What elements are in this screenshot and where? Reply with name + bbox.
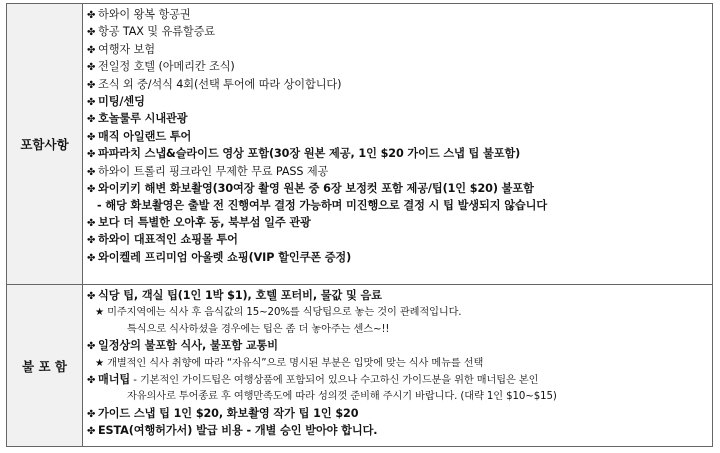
bullet-icon: ✤ <box>87 166 96 178</box>
bullet-icon: ✤ <box>87 44 96 56</box>
included-row <box>7 4 713 285</box>
bullet-icon: ✤ <box>87 375 96 387</box>
included-list <box>83 4 713 285</box>
bullet-icon: ✤ <box>87 341 96 353</box>
bullet-icon: ✤ <box>87 62 96 74</box>
bullet-icon: ✤ <box>87 79 96 91</box>
list-item: ✤ 보다 더 특별한 오아후 동, 북부섬 일주 관광 <box>87 215 712 232</box>
list-item: ✤ 조식 외 중/석식 4회(선택 투어에 따라 상이합니다) <box>87 77 712 94</box>
list-item: ✤ 와이켈레 프리미엄 아울렛 쇼핑(VIP 할인쿠폰 증정) <box>87 250 712 267</box>
list-item: ✤ 매너팁 - 기본적인 가이드팁은 여행상품에 포함되어 있으나 수고하신 가이드분을 위한 매너팁은 본인 <box>87 372 712 389</box>
list-item: ✤ 하와이 대표적인 쇼핑몰 투어 <box>87 232 712 249</box>
bullet-icon: ✤ <box>87 97 96 109</box>
bullet-icon: ✤ <box>87 235 96 247</box>
tip-note: ★ 미주지역에는 식사 후 음식값의 15~20%를 식당팁으로 놓는 것이 관례적입니다. <box>95 307 462 319</box>
meal-note: ★ 개별적인 식사 취향에 따라 “자유식”으로 명시된 부분은 입맛에 맞는 식사 메뉴를 선택 <box>95 357 484 369</box>
bullet-icon: ✤ <box>87 217 96 229</box>
excluded-row <box>7 285 713 447</box>
bullet-icon: ✤ <box>87 114 96 126</box>
list-item: ✤ 미팅/센딩 <box>87 94 712 111</box>
list-item: ✤ 파파라치 스냅&슬라이드 영상 포함(30장 원본 제공, 1인 $20 가이드 스냅 팁 불포함) <box>87 146 712 163</box>
list-item: ✤ ESTA(여행허가서) 발급 비용 - 개별 승인 받아야 합니다. <box>87 423 712 440</box>
list-item: ✤ 와이키키 해변 화보촬영(30여장 촬영 원본 중 6장 보정컷 포함 제공/팁(1인 $20) 불포함 <box>87 181 712 198</box>
bullet-icon: ✤ <box>87 252 96 264</box>
bullet-icon: ✤ <box>87 27 96 39</box>
excluded-header: 불 포 함 <box>7 285 83 447</box>
bullet-icon: ✤ <box>87 291 96 302</box>
bullet-icon: ✤ <box>87 184 96 196</box>
list-item: ✤ 식당 팁, 객실 팁(1인 1박 $1), 호텔 포터비, 물값 및 음료 <box>87 288 712 305</box>
inclusion-table <box>6 3 713 447</box>
bullet-icon: ✤ <box>87 149 96 161</box>
manner-tip-note: 자유의사로 투어종료 후 여행만족도에 따라 성의껏 준비해 주시기 바랍니다. (대략 1인 $10~$15) <box>127 391 557 403</box>
list-item: ✤ 일정상의 불포함 식사, 불포함 교통비 <box>87 338 712 355</box>
bullet-icon: ✤ <box>87 131 96 143</box>
excluded-list <box>83 285 713 447</box>
included-header: 포함사항 <box>7 4 83 285</box>
tip-note-continued: 특식으로 식사하셨을 경우에는 팁은 좀 더 놓아주는 센스~!! <box>127 323 390 335</box>
list-item: ✤ 전일정 호텔 (아메리칸 조식) <box>87 59 712 76</box>
bullet-icon: ✤ <box>87 426 96 438</box>
list-item: ✤ 항공 TAX 및 유류할증료 <box>87 24 712 41</box>
list-item: ✤ 하와이 트롤리 핑크라인 무제한 무료 PASS 제공 <box>87 164 712 181</box>
photo-shoot-note: - 해당 화보촬영은 출발 전 진행여부 결정 가능하며 미진행으로 결정 시 팁 발생되지 않습니다 <box>97 199 548 213</box>
list-item: ✤ 호놀룰루 시내관광 <box>87 111 712 128</box>
list-item: ✤ 하와이 왕복 항공권 <box>87 7 712 24</box>
bullet-icon: ✤ <box>87 10 96 21</box>
bullet-icon: ✤ <box>87 408 96 420</box>
list-item: ✤ 가이드 스냅 팁 1인 $20, 화보촬영 작가 팁 1인 $20 <box>87 406 712 423</box>
list-item: ✤ 매직 아일랜드 투어 <box>87 129 712 146</box>
list-item: ✤ 여행자 보험 <box>87 42 712 59</box>
